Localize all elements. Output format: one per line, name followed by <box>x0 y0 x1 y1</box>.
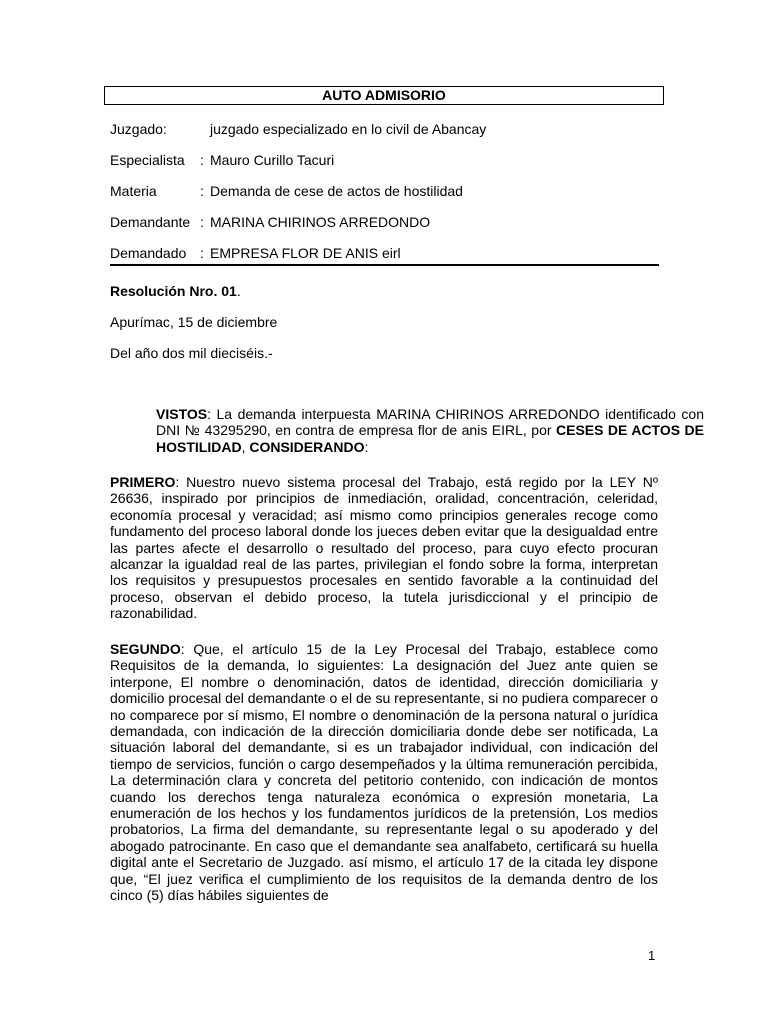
vistos-end: : <box>364 438 369 455</box>
especialista-value: Mauro Curillo Tacuri <box>210 152 335 168</box>
materia-label: Materia <box>110 183 157 199</box>
primero-text: : Nuestro nuevo sistema procesal del Trabajo, está regido por la LEY Nº 26636, inspirado por principios de inmediación, oralidad, concentración, celeridad, economía procesal y veracidad; así mismo como principios generales recoge como fundamento del proceso laboral donde los jueces deben evitar que la desigualdad entre las partes afecte el desarrollo o resultado del proceso, para cuyo efecto procuran alcanzar la igualdad real de las partes, privilegian el fondo sobre la forma, interpretan los requisitos y presupuestos procesales en sentido favorable a la continuidad del proceso, observan el debido proceso, la tutela jurisdiccional y el principio de razonabilidad. <box>110 474 658 622</box>
header-especialista <box>110 151 334 169</box>
vistos-considerando: CONSIDERANDO <box>249 438 365 455</box>
vistos-text: : La demanda interpuesta MARINA CHIRINOS ARREDONDO identificado con DNI № 43295290, en contra de empresa flor de anis EIRL, por <box>156 406 704 439</box>
demandante-colon: : <box>200 214 204 230</box>
primero-heading: PRIMERO <box>110 474 176 490</box>
vistos-heading: VISTOS <box>156 406 208 422</box>
segundo-text: : Que, el artículo 15 de la Ley Procesal del Trabajo, establece como Requisitos de la demanda, lo siguientes: La designación del Juez ante quien se interpone, El nombre o denominación, datos de identidad, dirección domiciliaria y domicilio procesal del demandante o el de su representante, si no pudiera comparecer o no comparece por sí mismo, El nombre o denominación de la persona natural o jurídica demandada, con indicación de la dirección domiciliaria donde debe ser notificada, La situación laboral del demandante, si es un trabajador individual, con indicación del tiempo de servicios, función o cargo desempeñados y la última remuneración percibida, La determinación clara y concreta del petitorio contenido, con indicación de montos cuando los derechos tenga naturaleza económica o expresión monetaria, La enumeración de los hechos y los fundamentos jurídicos de la pretensión, Los medios probatorios, La firma del demandante, su representante legal o su apoderado y del abogado patrocinante. En caso que el demandante sea analfabeto, certificará su huella digital ante el Secretario de Juzgado. así mismo, el artículo 17 de la citada ley dispone que, “El juez verifica el cumplimiento de los requisitos de la demanda dentro de los cinco (5) días hábiles siguientes de <box>110 641 658 904</box>
materia-value: Demanda de cese de actos de hostilidad <box>210 183 463 199</box>
resolucion-label: Resolución Nro. 01 <box>110 283 237 299</box>
demandado-value: EMPRESA FLOR DE ANIS eirl <box>210 245 401 261</box>
juzgado-value: juzgado especializado en lo civil de Abancay <box>210 121 487 137</box>
especialista-colon: : <box>200 152 204 168</box>
header-divider <box>110 264 659 266</box>
document-title: AUTO ADMISORIO <box>104 86 664 105</box>
paragraph-segundo <box>110 641 658 904</box>
header-materia <box>110 182 463 200</box>
header-demandante <box>110 213 430 231</box>
year-text: Del año dos mil dieciséis.- <box>110 345 273 361</box>
demandado-label: Demandado <box>110 245 187 261</box>
resolucion-line <box>110 282 241 300</box>
paragraph-vistos <box>110 406 704 455</box>
juzgado-label: Juzgado: <box>110 121 167 137</box>
header-demandado <box>110 244 401 262</box>
demandante-value: MARINA CHIRINOS ARREDONDO <box>210 214 431 230</box>
header-juzgado <box>110 120 486 138</box>
demandado-colon: : <box>200 245 204 261</box>
page-number: 1 <box>648 948 656 963</box>
resolucion-suffix: . <box>236 283 241 299</box>
demandante-label: Demandante <box>110 214 191 230</box>
vistos-bold-tail: CESES DE ACTOS DE HOSTILIDAD <box>156 422 704 455</box>
segundo-heading: SEGUNDO <box>110 641 181 657</box>
especialista-label: Especialista <box>110 152 185 168</box>
paragraph-primero <box>110 474 658 622</box>
materia-colon: : <box>200 183 204 199</box>
vistos-separator: , <box>241 438 250 455</box>
place-date: Apurímac, 15 de diciembre <box>110 314 278 330</box>
